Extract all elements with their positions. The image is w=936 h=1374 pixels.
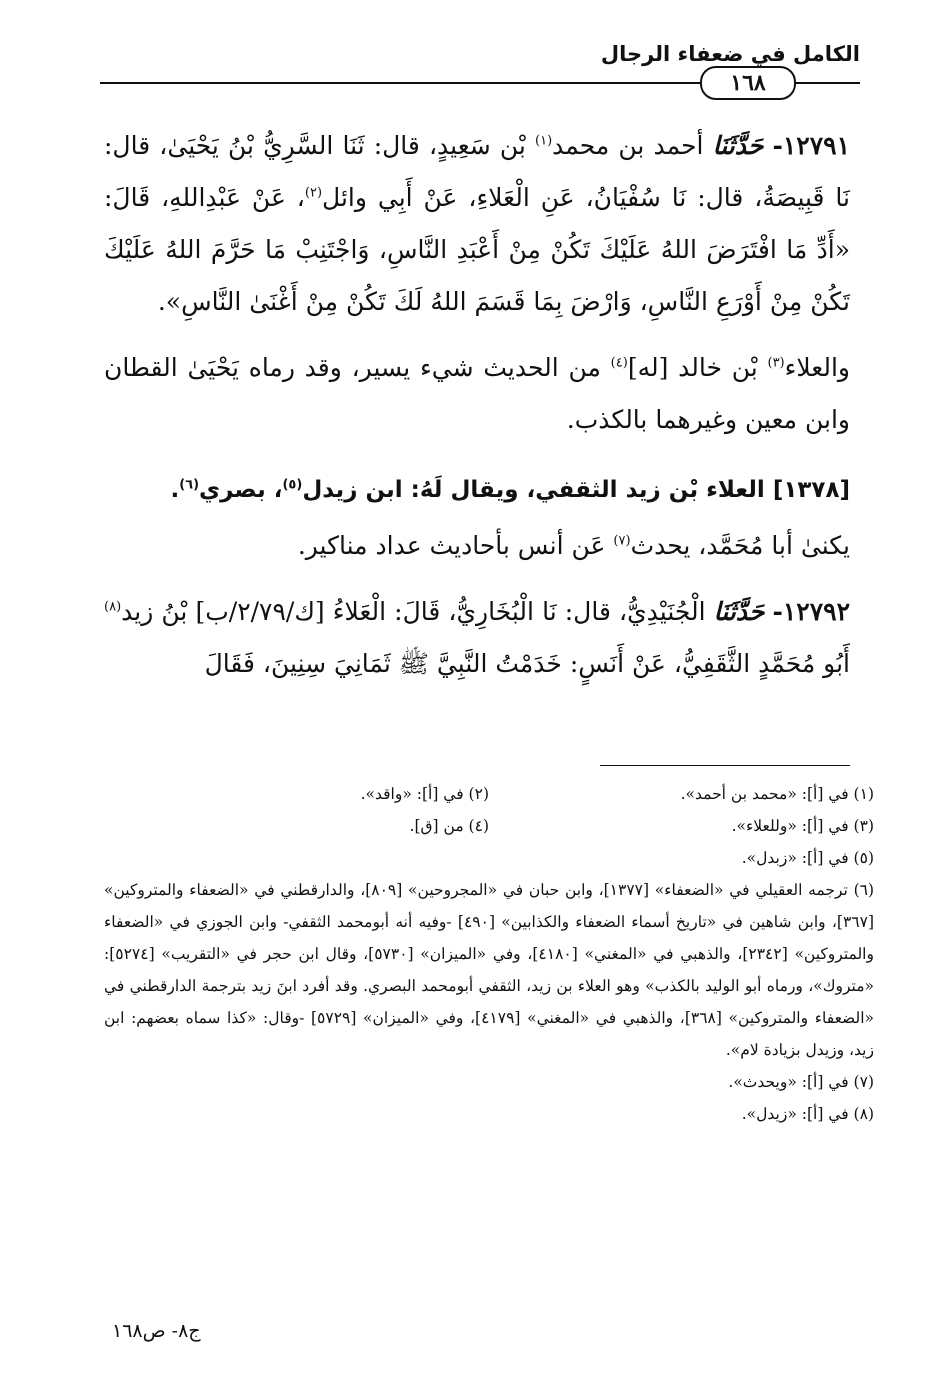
entry-heading-1378 xyxy=(104,464,850,516)
hadith-12791 xyxy=(104,120,850,328)
footnote-8: (٨) في [أ]: «زيدل». xyxy=(741,1105,874,1123)
hadith-number: ١٢٧٩١- xyxy=(772,131,850,160)
kunya-line xyxy=(104,520,850,572)
footnote-7: (٧) في [أ]: «ويحدث». xyxy=(728,1073,874,1091)
footnote-3: (٣) في [أ]: «وللعلاء». xyxy=(731,817,874,835)
footnote-ref-5[interactable]: (٥) xyxy=(282,477,303,493)
footnote-ref-3[interactable]: (٣) xyxy=(767,355,785,371)
entry-heading-text: [١٣٧٨] العلاء بْن زيد الثقفي، ويقال لَهُ: ابن زيدل xyxy=(302,477,850,503)
hadith-text: أحمد بن محمد xyxy=(552,131,704,160)
footnote-1: (١) في [أ]: «محمد بن أحمد». xyxy=(680,785,874,803)
footnote-2: (٢) في [أ]: «واقد». xyxy=(360,785,489,803)
main-text xyxy=(104,120,850,690)
footnote-6: (٦) ترجمه العقيلي في «الضعفاء» [١٣٧٧]، وابن حبان في «المجروحين» [٨٠٩]، والدارقطني في «الضعفاء والمتروكين» [٣٦٧]، وابن شاهين في «تاريخ أسماء الضعفاء والكذابين» [٤٩٠] -وفيه أنه أبومحمد الثقفي- وابن الجوزي في «الضعفاء والمتروكين» [٢٣٤٢]، والذهبي في «المغني» [٤١٨٠]، وفي «الميزان» [٥٧٣٠]، وقال ابن حجر في «التقريب» [٥٢٧٤]: «متروك»، ورماه أبو الوليد بالكذب» وهو العلاء بن زيد، الثقفي أبومحمد البصري. وقد أفرد ابنَ زيد بترجمة الدارقطني في «الضعفاء والمتروكين» [٣٦٨]، والذهبي في «المغني» [٤١٧٩]، وفي «الميزان» [٥٧٢٩] -وقال: «كذا سماه بعضهم: ابن زيد، وزيدل بزيادة لام». xyxy=(104,881,875,1059)
page-header xyxy=(100,38,860,98)
footnotes xyxy=(104,778,874,1130)
footnote-4: (٤) من [ق]. xyxy=(409,817,489,835)
hadith-keyword: حَدَّثَنَا xyxy=(712,131,764,160)
kunya-text: يكنىٰ أبا مُحَمَّد، يحدث xyxy=(630,531,850,560)
footnote-ref-7[interactable]: (٧) xyxy=(613,533,631,549)
entry-heading-text: . xyxy=(170,477,180,503)
footnote-row xyxy=(104,778,874,810)
hadith-text: الْجُنَيْدِيُّ، قال: نَا الْبُخَارِيُّ، قَالَ: الْعَلاءُ [ك/٢/٧٩/ب] بْنُ زيد xyxy=(121,597,706,626)
hadith-12792 xyxy=(104,586,850,690)
hadith-keyword: حَدَّثَنَا xyxy=(713,597,765,626)
hadith-text: ، عَنْ عَبْدِاللهِ، قَالَ: «أَدِّ مَا افْتَرَضَ اللهُ عَلَيْكَ تَكُنْ مِنْ أَعْبَدِ النَّاسِ، وَاجْتَنِبْ مَا حَرَّمَ اللهُ عَلَيْكَ تَكُنْ مِنْ أَوْرَعِ النَّاسِ، وَارْضَ بِمَا قَسَمَ اللهُ لَكَ تَكُنْ مِنْ أَغْنَىٰ النَّاسِ». xyxy=(104,183,850,316)
hadith-text: أَبُو مُحَمَّدٍ الثَّقَفِيُّ، عَنْ أَنَسٍ: خَدَمْتُ النَّبِيَّ ﷺ ثَمَانِيَ سِنِينَ، فَقَالَ xyxy=(204,649,850,678)
footnote-5: (٥) في [أ]: «زبدل». xyxy=(741,849,874,867)
kunya-text: عَن أنس بأحاديث عداد مناكير. xyxy=(297,531,606,560)
comment-ala xyxy=(104,342,850,446)
footnote-ref-8[interactable]: (٨) xyxy=(104,599,122,615)
volume-page-reference: ج٨- ص١٦٨ xyxy=(112,1320,201,1342)
page-number-badge: ١٦٨ xyxy=(700,66,796,100)
footnote-rule xyxy=(600,765,850,766)
entry-heading-text: ، بصري xyxy=(199,477,283,503)
footnote-ref-1[interactable]: (١) xyxy=(535,133,553,149)
footnote-row xyxy=(104,810,874,842)
hadith-number: ١٢٧٩٢- xyxy=(772,597,851,626)
footnote-ref-6[interactable]: (٦) xyxy=(179,477,200,493)
hadith-text: بْن سَعِيدٍ، قال: ثَنَا السَّرِيُّ بْنُ يَحْيَىٰ، قال: نَا قَبِيصَةُ، قال: نَا سُفْيَانُ، عَنِ الْعَلاءِ، عَنْ أَبِي وائل xyxy=(104,131,850,212)
footnote-ref-4[interactable]: (٤) xyxy=(610,355,628,371)
comment-text: والعلاء xyxy=(784,353,850,382)
comment-text: بْن خالد [له] xyxy=(627,353,758,382)
comment-text: من الحديث شيء يسير، وقد رماه يَحْيَىٰ القطان وابن معين وغيرهما بالكذب. xyxy=(104,353,850,434)
running-title: الكامل في ضعفاء الرجال xyxy=(600,42,860,66)
footnote-ref-2[interactable]: (٢) xyxy=(304,185,323,201)
